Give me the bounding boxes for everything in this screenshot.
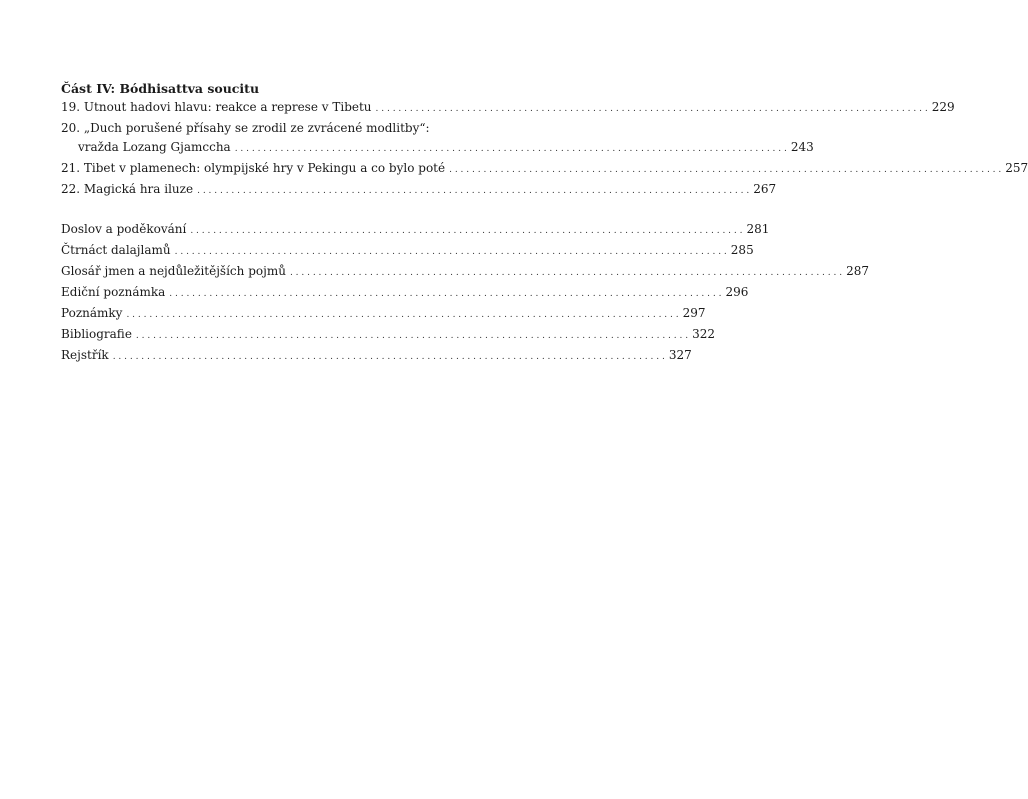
toc-entry-page: 296 [725,285,749,299]
toc-entry-19 [61,98,955,119]
leader-dots [235,138,787,159]
toc-entry-page: 322 [692,327,715,341]
chapter-list [61,98,1028,201]
table-of-contents-page [61,79,1028,367]
toc-entry-page: 327 [668,348,692,362]
leader-dots [449,159,1001,180]
back-matter-list [61,220,869,367]
toc-entry-page: 297 [682,306,706,320]
toc-entry-20 [61,138,814,159]
toc-entry-page: 243 [790,140,814,154]
toc-entry-dalajlamove [61,241,754,262]
toc-entry-label: Doslov a poděkování [61,222,187,236]
leader-dots [169,283,721,304]
leader-dots [290,262,842,283]
toc-entry-rejstrik [61,346,692,367]
toc-entry-page: 285 [730,243,754,257]
leader-dots [376,98,928,119]
toc-entry-page: 287 [846,264,869,278]
toc-entry-label: 19. Utnout hadovi hlavu: reakce a represe v Tibetu [61,100,372,114]
toc-entry-20-line1: 20. „Duch porušené přísahy se zrodil ze zvrácené modlitby“: [61,121,430,135]
leader-dots [197,180,749,201]
toc-entry-label: Poznámky [61,306,123,320]
leader-dots [126,304,678,325]
toc-entry-label: Ediční poznámka [61,285,166,299]
toc-entry-doslov [61,220,770,241]
toc-entry-bibliografie [61,325,715,346]
toc-entry-22 [61,180,777,201]
toc-entry-page: 257 [1005,161,1028,175]
toc-entry-label: Čtrnáct dalajlamů [61,243,171,257]
leader-dots [136,325,688,346]
leader-dots [113,346,665,367]
toc-entry-label: vražda Lozang Gjamccha [78,140,231,154]
toc-entry-edicni-poznamka [61,283,749,304]
toc-entry-label: Bibliografie [61,327,132,341]
toc-entry-page: 281 [746,222,770,236]
leader-dots [190,220,742,241]
toc-entry-page: 229 [931,100,955,114]
part-title: Část IV: Bódhisattva soucitu [61,81,260,96]
toc-entry-label: 21. Tibet v plamenech: olympijské hry v Pekingu a co bylo poté [61,161,446,175]
toc-entry-label: Glosář jmen a nejdůležitějších pojmů [61,264,286,278]
toc-entry-label: 22. Magická hra iluze [61,182,194,196]
toc-entry-page: 267 [753,182,777,196]
toc-entry-21 [61,159,1028,180]
section-gap [61,201,482,220]
toc-entry-poznamky [61,304,706,325]
toc-entry-label: Rejstřík [61,348,109,362]
toc-entry-glosar [61,262,869,283]
leader-dots [175,241,727,262]
